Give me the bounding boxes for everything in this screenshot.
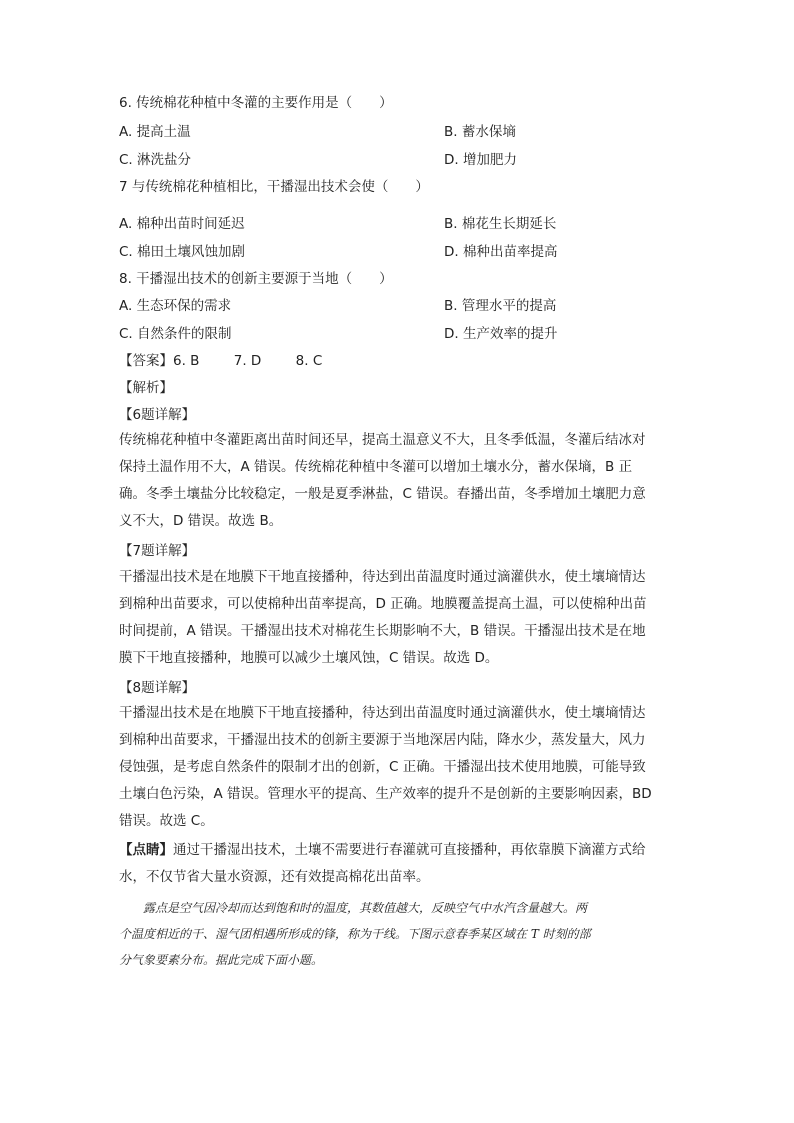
detail-7-heading: 【7题详解】 [119, 543, 196, 559]
detail-8-line: 干播湿出技术是在地膜下干地直接播种，待达到出苗温度时通过滴灌供水，使土壤墒情达 [119, 705, 646, 721]
comment-line [119, 837, 679, 864]
next-passage [119, 895, 679, 973]
passage-line: 分气象要素分布。据此完成下面小题。 [119, 953, 324, 967]
question-8-option-a: A. 生态环保的需求 [119, 298, 232, 314]
answer-value: 6. B 7. D 8. C [173, 353, 323, 369]
detail-7-line: 膜下干地直接播种，地膜可以减少土壤风蚀，C 错误。故选 D。 [119, 650, 499, 666]
detail-8-line: 土壤白色污染，A 错误。管理水平的提高、生产效率的提升不是创新的主要影响因素，BD [119, 786, 652, 802]
comment-paragraph [119, 837, 679, 891]
question-6-option-c: C. 淋洗盐分 [119, 152, 192, 168]
detail-8-line: 到棉种出苗要求，干播湿出技术的创新主要源于当地深居内陆，降水少，蒸发量大，风力 [119, 732, 646, 748]
question-6-option-d: D. 增加肥力 [444, 152, 517, 168]
detail-8-line: 错误。故选 C。 [119, 813, 214, 829]
detail-7-line: 时间提前，A 错误。干播湿出技术对棉花生长期影响不大，B 错误。干播湿出技术是在地 [119, 623, 646, 639]
question-6-option-a: A. 提高土温 [119, 124, 191, 140]
passage-line: 个温度相近的干、湿气团相遇所形成的锋，称为干线。下图示意春季某区域在 T 时刻的部 [119, 927, 591, 941]
analysis-heading: 【解析】 [119, 380, 173, 396]
detail-6-line: 传统棉花种植中冬灌距离出苗时间还早，提高土温意义不大，且冬季低温，冬灌后结冰对 [119, 432, 646, 448]
detail-7-line: 到棉种出苗要求，可以使棉种出苗率提高，D 正确。地膜覆盖提高土温，可以使棉种出苗 [119, 596, 647, 612]
detail-8-heading: 【8题详解】 [119, 680, 196, 696]
comment-line: 水，不仅节省大量水资源，还有效提高棉花出苗率。 [119, 869, 430, 885]
detail-8-paragraph [119, 700, 679, 835]
question-6-stem: 6. 传统棉花种植中冬灌的主要作用是（ ） [119, 95, 393, 111]
question-8-option-b: B. 管理水平的提高 [444, 298, 557, 314]
detail-6-line: 义不大，D 错误。故选 B。 [119, 513, 283, 529]
detail-6-line: 确。冬季土壤盐分比较稳定，一般是夏季淋盐，C 错误。春播出苗，冬季增加土壤肥力意 [119, 486, 646, 502]
question-8-option-c: C. 自然条件的限制 [119, 326, 232, 342]
answer-line [119, 352, 322, 370]
comment-label: 【点睛】 [119, 842, 173, 858]
detail-7-paragraph [119, 564, 679, 672]
answer-label: 【答案】 [119, 353, 173, 369]
detail-6-heading: 【6题详解】 [119, 407, 196, 423]
question-7-stem: 7 与传统棉花种植相比，干播湿出技术会使（ ） [119, 179, 429, 195]
detail-6-line: 保持土温作用不大，A 错误。传统棉花种植中冬灌可以增加土壤水分，蓄水保墒，B 正 [119, 459, 633, 475]
passage-line: 露点是空气因冷却而达到饱和时的温度，其数值越大，反映空气中水汽含量越大。两 [119, 901, 588, 915]
question-8-stem: 8. 干播湿出技术的创新主要源于当地（ ） [119, 271, 393, 287]
question-7-option-d: D. 棉种出苗率提高 [444, 244, 558, 260]
question-6-option-b: B. 蓄水保墒 [444, 124, 516, 140]
detail-7-line: 干播湿出技术是在地膜下干地直接播种，待达到出苗温度时通过滴灌供水，使土壤墒情达 [119, 569, 646, 585]
question-8-option-d: D. 生产效率的提升 [444, 326, 558, 342]
question-7-option-b: B. 棉花生长期延长 [444, 216, 557, 232]
question-7-option-a: A. 棉种出苗时间延迟 [119, 216, 245, 232]
detail-8-line: 侵蚀强，是考虑自然条件的限制才出的创新，C 正确。干播湿出技术使用地膜，可能导致 [119, 759, 646, 775]
question-7-option-c: C. 棉田土壤风蚀加剧 [119, 244, 246, 260]
comment-text: 通过干播湿出技术，土壤不需要进行春灌就可直接播种，再依靠膜下滴灌方式给 [173, 842, 646, 858]
detail-6-paragraph [119, 427, 679, 535]
